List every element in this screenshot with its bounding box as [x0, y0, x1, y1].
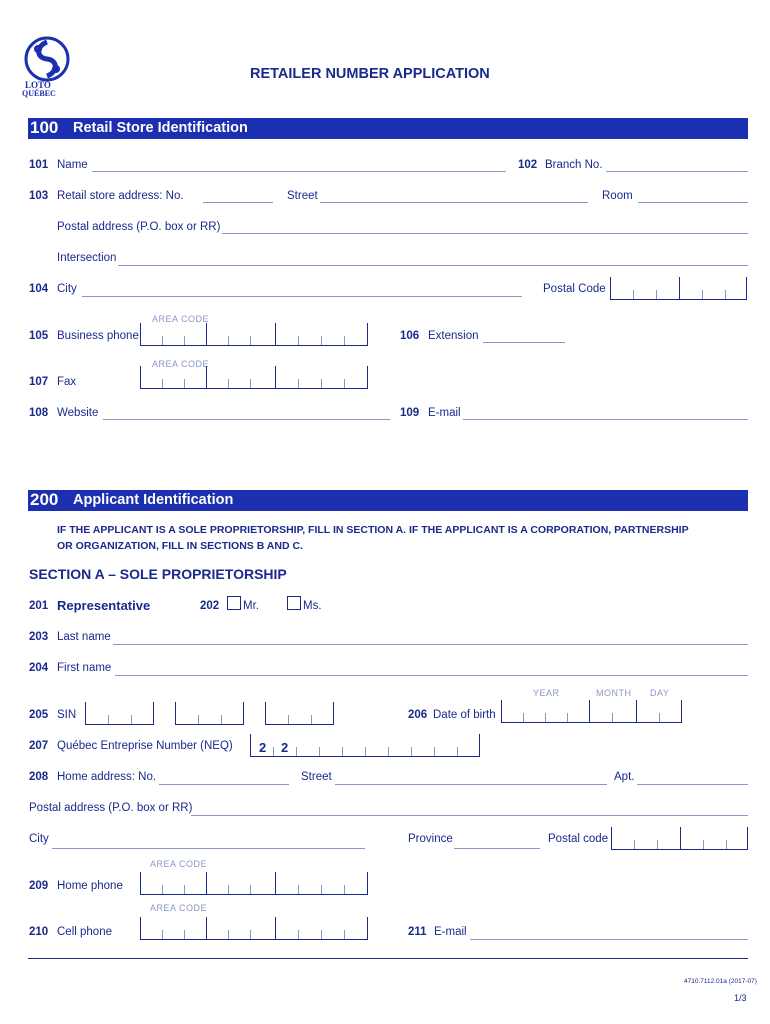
section-200-header [28, 490, 748, 511]
field-101-number: 101 [29, 159, 49, 171]
mr-label: Mr. [243, 600, 259, 612]
field-105-label: Business phone [57, 330, 139, 342]
field-105-number: 105 [29, 330, 49, 342]
intersection-label: Intersection [57, 252, 117, 264]
home-phone-boxes[interactable] [140, 873, 368, 895]
field-102-label: Branch No. [545, 159, 603, 171]
website-input[interactable] [103, 419, 390, 420]
store-email-input[interactable] [463, 419, 748, 420]
logo-text-1: LOTO [25, 80, 51, 90]
field-106-label: Extension [428, 330, 479, 342]
home-street-input[interactable] [335, 784, 607, 785]
section-200-number: 200 [30, 490, 59, 509]
field-209-number: 209 [29, 880, 49, 892]
logo-emblem [22, 36, 72, 82]
section-200-instructions [57, 522, 689, 554]
field-107-number: 107 [29, 376, 49, 388]
field-211-number: 211 [408, 926, 427, 938]
postal-code-label: Postal Code [543, 283, 606, 295]
page-title: RETAILER NUMBER APPLICATION [250, 66, 490, 82]
street-label: Street [287, 190, 318, 202]
extension-input[interactable] [483, 342, 565, 343]
sin-boxes-2[interactable] [175, 703, 244, 725]
field-205-number: 205 [29, 709, 49, 721]
month-label: MONTH [596, 688, 632, 698]
applicant-email-input[interactable] [470, 939, 748, 940]
field-201-label: Representative [57, 598, 151, 613]
field-106-number: 106 [400, 330, 420, 342]
fax-boxes[interactable] [140, 367, 368, 389]
field-206-number: 206 [408, 709, 428, 721]
field-209-label: Home phone [57, 880, 123, 892]
room-input[interactable] [638, 202, 748, 203]
province-label: Province [408, 833, 453, 845]
instructions-line-1: IF THE APPLICANT IS A SOLE PROPRIETORSHIP, FILL IN SECTION A. IF THE APPLICANT IS A CORPORATION, PARTNERSHIP [57, 524, 689, 536]
home-postal-code-label: Postal code [548, 833, 609, 845]
store-postal-code-boxes[interactable] [610, 278, 747, 300]
field-204-label: First name [57, 662, 112, 674]
field-211-label: E-mail [434, 926, 467, 938]
page-number: 1/3 [734, 993, 747, 1003]
sin-boxes-3[interactable] [265, 703, 334, 725]
business-phone-boxes[interactable] [140, 324, 368, 346]
area-code-label: AREA CODE [150, 903, 208, 913]
field-208-number: 208 [29, 771, 49, 783]
section-200-title: Applicant Identification [73, 492, 234, 508]
city-input[interactable] [82, 296, 522, 297]
field-207-label: Québec Entreprise Number (NEQ) [57, 740, 233, 752]
field-201-number: 201 [29, 600, 49, 612]
section-100-header [28, 118, 748, 139]
last-name-input[interactable] [113, 644, 748, 645]
store-no-input[interactable] [203, 202, 273, 203]
name-input[interactable] [92, 171, 506, 172]
field-102-number: 102 [518, 159, 538, 171]
field-207-number: 207 [29, 740, 49, 752]
ms-label: Ms. [303, 600, 322, 612]
sin-boxes-1[interactable] [85, 703, 154, 725]
field-205-label: SIN [57, 709, 77, 721]
day-label: DAY [650, 688, 670, 698]
field-107-label: Fax [57, 376, 77, 388]
area-code-label: AREA CODE [152, 359, 210, 369]
area-code-label: AREA CODE [152, 314, 210, 324]
footer-divider [28, 958, 748, 959]
branch-no-input[interactable] [606, 171, 748, 172]
home-city-input[interactable] [52, 848, 365, 849]
field-210-label: Cell phone [57, 926, 112, 938]
postal-address-label: Postal address (P.O. box or RR) [57, 221, 221, 233]
home-no-input[interactable] [159, 784, 289, 785]
field-109-number: 109 [400, 407, 420, 419]
field-104-number: 104 [29, 283, 49, 295]
field-108-label: Website [57, 407, 99, 419]
area-code-label: AREA CODE [150, 859, 208, 869]
apt-label: Apt. [614, 771, 635, 783]
intersection-input[interactable] [118, 265, 748, 266]
field-202-number: 202 [200, 600, 220, 612]
logo-text-2: QUÉBEC [22, 89, 56, 98]
home-postal-address-label: Postal address (P.O. box or RR) [29, 802, 193, 814]
province-input[interactable] [454, 848, 540, 849]
field-210-number: 210 [29, 926, 49, 938]
year-label: YEAR [533, 688, 560, 698]
ms-checkbox[interactable] [287, 596, 301, 610]
store-postal-address-input[interactable] [222, 233, 748, 234]
field-203-number: 203 [29, 631, 49, 643]
neq-prefix-2: 2 [281, 740, 289, 755]
store-street-input[interactable] [320, 202, 588, 203]
cell-phone-boxes[interactable] [140, 918, 368, 940]
home-city-label: City [29, 833, 49, 845]
field-109-label: E-mail [428, 407, 461, 419]
home-postal-address-input[interactable] [191, 815, 748, 816]
date-of-birth-boxes[interactable] [501, 701, 682, 723]
instructions-line-2: OR ORGANIZATION, FILL IN SECTIONS B AND C. [57, 540, 303, 552]
apt-input[interactable] [637, 784, 748, 785]
home-street-label: Street [301, 771, 332, 783]
section-a-title: SECTION A – SOLE PROPRIETORSHIP [29, 566, 287, 582]
first-name-input[interactable] [115, 675, 748, 676]
field-103-number: 103 [29, 190, 49, 202]
section-100-title: Retail Store Identification [73, 120, 248, 136]
mr-checkbox[interactable] [227, 596, 241, 610]
field-206-label: Date of birth [433, 709, 496, 721]
neq-prefix-1: 2 [259, 740, 267, 755]
field-108-number: 108 [29, 407, 49, 419]
loto-quebec-logo [22, 36, 72, 98]
field-103-label: Retail store address: No. [57, 190, 184, 202]
form-code: 4710.7112.01a (2017-07) [684, 978, 757, 985]
room-label: Room [602, 190, 633, 202]
field-104-label: City [57, 283, 77, 295]
home-postal-code-boxes[interactable] [611, 828, 748, 850]
field-204-number: 204 [29, 662, 49, 674]
field-208-label: Home address: No. [57, 771, 157, 783]
section-100-number: 100 [30, 118, 59, 137]
field-101-label: Name [57, 159, 88, 171]
field-203-label: Last name [57, 631, 111, 643]
